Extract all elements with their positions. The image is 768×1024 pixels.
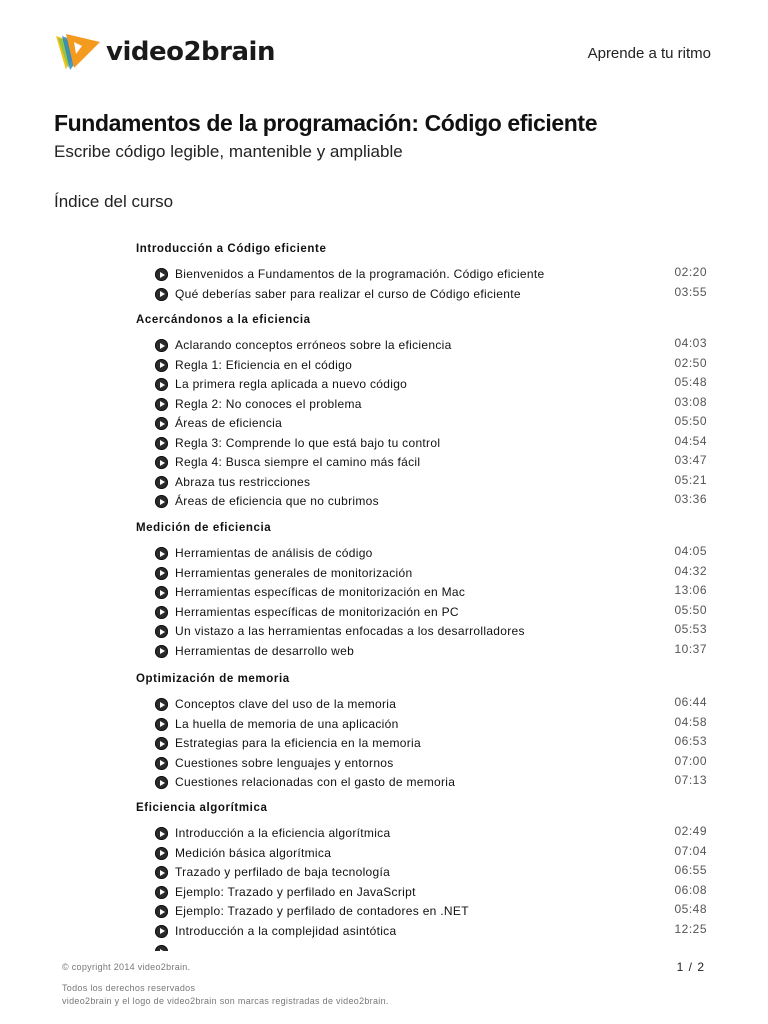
lesson-duration: 04:58	[674, 714, 707, 729]
play-icon[interactable]	[155, 417, 168, 430]
play-icon[interactable]	[155, 359, 168, 372]
lesson-duration: 04:05	[674, 544, 707, 558]
lesson-duration: 06:53	[674, 734, 707, 748]
lesson-duration: 02:50	[674, 355, 707, 370]
lesson-title: Ejemplo: Trazado y perfilado en JavaScript	[175, 884, 416, 899]
tagline: Aprende a tu ritmo	[587, 45, 711, 62]
lesson-title: Abraza tus restricciones	[175, 474, 311, 489]
lesson-duration: 03:36	[674, 492, 707, 506]
lesson-item[interactable]	[155, 882, 708, 903]
play-icon[interactable]	[155, 698, 168, 711]
lesson-item[interactable]	[155, 602, 708, 623]
lesson-title: Herramientas específicas de monitorización en PC	[175, 604, 459, 619]
lesson-duration: 05:21	[674, 472, 707, 487]
play-icon[interactable]	[155, 495, 168, 508]
lesson-duration: 07:04	[674, 843, 707, 858]
logo-icon	[54, 32, 100, 72]
lesson-duration: 05:50	[674, 602, 707, 617]
lesson-duration: 05:50	[674, 414, 707, 428]
lesson-duration: 03:55	[674, 284, 707, 299]
lesson-duration: 02:20	[674, 265, 707, 279]
lesson-item[interactable]	[155, 904, 708, 922]
lesson-item[interactable]	[155, 472, 708, 493]
lesson-item[interactable]	[155, 494, 708, 512]
play-icon[interactable]	[155, 847, 168, 860]
page-number: 1 / 2	[676, 960, 705, 974]
footer-trademark-line: video2brain y el logo de video2brain son marcas registradas de video2brain.	[62, 996, 389, 1006]
play-icon[interactable]	[155, 905, 168, 918]
lesson-item[interactable]	[155, 338, 708, 356]
lesson-duration: 04:32	[674, 563, 707, 578]
lesson-duration: 13:06	[674, 583, 707, 597]
play-icon[interactable]	[155, 606, 168, 619]
footer-rights	[62, 982, 389, 1008]
lesson-title: Introducción a la complejidad asintótica	[175, 923, 397, 938]
lesson-item[interactable]	[155, 624, 708, 642]
lesson-title: Regla 4: Busca siempre el camino más fácil	[175, 455, 421, 469]
lesson-title: Medición básica algorítmica	[175, 845, 332, 860]
lesson-title: Conceptos clave del uso de la memoria	[175, 697, 397, 711]
play-icon[interactable]	[155, 567, 168, 580]
play-icon[interactable]	[155, 288, 168, 301]
lesson-item[interactable]	[155, 736, 708, 754]
lesson-duration: 03:47	[674, 453, 707, 467]
lesson-item[interactable]	[155, 267, 708, 285]
lesson-title: Áreas de eficiencia	[175, 416, 283, 430]
lesson-duration: 07:13	[674, 773, 707, 787]
play-icon[interactable]	[155, 456, 168, 469]
lesson-duration: 06:44	[674, 695, 707, 709]
course-index-title: Índice del curso	[54, 192, 174, 211]
section-title: Eficiencia algorítmica	[136, 802, 268, 814]
lesson-item[interactable]	[155, 641, 708, 662]
play-icon[interactable]	[155, 268, 168, 281]
lesson-item[interactable]	[155, 826, 708, 844]
lesson-item[interactable]	[155, 355, 708, 376]
lesson-duration: 07:00	[674, 753, 707, 768]
play-icon[interactable]	[155, 378, 168, 391]
play-icon[interactable]	[155, 827, 168, 840]
play-icon[interactable]	[155, 886, 168, 899]
lesson-title: Un vistazo a las herramientas enfocadas a los desarrolladores	[175, 624, 525, 638]
section-title: Medición de eficiencia	[136, 522, 272, 534]
lesson-item[interactable]	[155, 865, 708, 883]
lesson-title: Aclarando conceptos erróneos sobre la eficiencia	[175, 338, 452, 352]
play-icon	[155, 945, 168, 958]
play-icon[interactable]	[155, 757, 168, 770]
lesson-item[interactable]	[155, 714, 708, 735]
lesson-item[interactable]	[155, 284, 708, 305]
lesson-title: La primera regla aplicada a nuevo código	[175, 377, 408, 391]
lesson-title: Ejemplo: Trazado y perfilado de contadores en .NET	[175, 904, 469, 918]
lesson-title: Bienvenidos a Fundamentos de la programación. Código eficiente	[175, 267, 545, 281]
play-icon[interactable]	[155, 547, 168, 560]
section-title: Optimización de memoria	[136, 673, 290, 685]
lesson-duration: 05:48	[674, 902, 707, 916]
course-title: Fundamentos de la programación: Código eficiente	[54, 110, 598, 136]
video2brain-logo	[54, 32, 275, 72]
lesson-title: Herramientas generales de monitorización	[175, 565, 413, 580]
lesson-title: Introducción a la eficiencia algorítmica	[175, 826, 391, 840]
lesson-duration: 12:25	[674, 921, 707, 936]
lesson-duration: 02:49	[674, 824, 707, 838]
course-subtitle: Escribe código legible, mantenible y ampliable	[54, 142, 403, 161]
lesson-item[interactable]	[155, 697, 708, 715]
lesson-title: Regla 2: No conoces el problema	[175, 396, 362, 411]
lesson-duration: 04:03	[674, 336, 707, 350]
lesson-item[interactable]	[155, 394, 708, 415]
page-header	[0, 0, 768, 90]
play-icon[interactable]	[155, 398, 168, 411]
footer-rights-line: Todos los derechos reservados	[62, 983, 196, 993]
play-icon[interactable]	[155, 645, 168, 658]
play-icon[interactable]	[155, 776, 168, 789]
lesson-item[interactable]	[155, 416, 708, 434]
footer-copyright: © copyright 2014 video2brain.	[62, 962, 191, 972]
lesson-title: Cuestiones sobre lenguajes y entornos	[175, 755, 394, 770]
section-title: Introducción a Código eficiente	[136, 243, 327, 255]
lesson-title: Herramientas de análisis de código	[175, 546, 373, 560]
lesson-item[interactable]	[155, 546, 708, 564]
play-icon[interactable]	[155, 586, 168, 599]
lesson-item[interactable]	[155, 843, 708, 864]
play-icon[interactable]	[155, 866, 168, 879]
lesson-duration: 06:55	[674, 863, 707, 877]
lesson-duration: 05:48	[674, 375, 707, 389]
lesson-title: Herramientas específicas de monitorización en Mac	[175, 585, 466, 599]
section-title: Acercándonos a la eficiencia	[136, 314, 311, 326]
lesson-item[interactable]	[155, 377, 708, 395]
play-icon[interactable]	[155, 625, 168, 638]
lesson-duration: 03:08	[674, 394, 707, 409]
lesson-item[interactable]	[155, 775, 708, 793]
lesson-item[interactable]	[155, 455, 708, 473]
lesson-title: La huella de memoria de una aplicación	[175, 716, 399, 731]
lesson-title: Trazado y perfilado de baja tecnología	[175, 865, 391, 879]
play-icon[interactable]	[155, 339, 168, 352]
play-icon[interactable]	[155, 737, 168, 750]
lesson-duration: 06:08	[674, 882, 707, 897]
play-icon[interactable]	[155, 718, 168, 731]
lesson-item[interactable]	[155, 585, 708, 603]
lesson-title: Áreas de eficiencia que no cubrimos	[175, 494, 379, 508]
play-icon[interactable]	[155, 925, 168, 938]
lesson-title: Estrategias para la eficiencia en la memoria	[175, 736, 421, 750]
lesson-title: Qué deberías saber para realizar el curso de Código eficiente	[175, 286, 521, 301]
lesson-duration: 10:37	[674, 641, 707, 656]
lesson-item[interactable]	[155, 433, 708, 454]
lesson-duration: 05:53	[674, 622, 707, 636]
lesson-title: Regla 3: Comprende lo que está bajo tu control	[175, 435, 441, 450]
lesson-item[interactable]	[155, 753, 708, 774]
lesson-title: Regla 1: Eficiencia en el código	[175, 357, 353, 372]
lesson-item[interactable]	[155, 921, 708, 942]
play-icon[interactable]	[155, 437, 168, 450]
lesson-duration: 04:54	[674, 433, 707, 448]
lesson-title: Cuestiones relacionadas con el gasto de memoria	[175, 775, 456, 789]
logo-text: video2brain	[106, 37, 275, 67]
lesson-title: Herramientas de desarrollo web	[175, 643, 355, 658]
lesson-item[interactable]	[155, 563, 708, 584]
play-icon[interactable]	[155, 476, 168, 489]
